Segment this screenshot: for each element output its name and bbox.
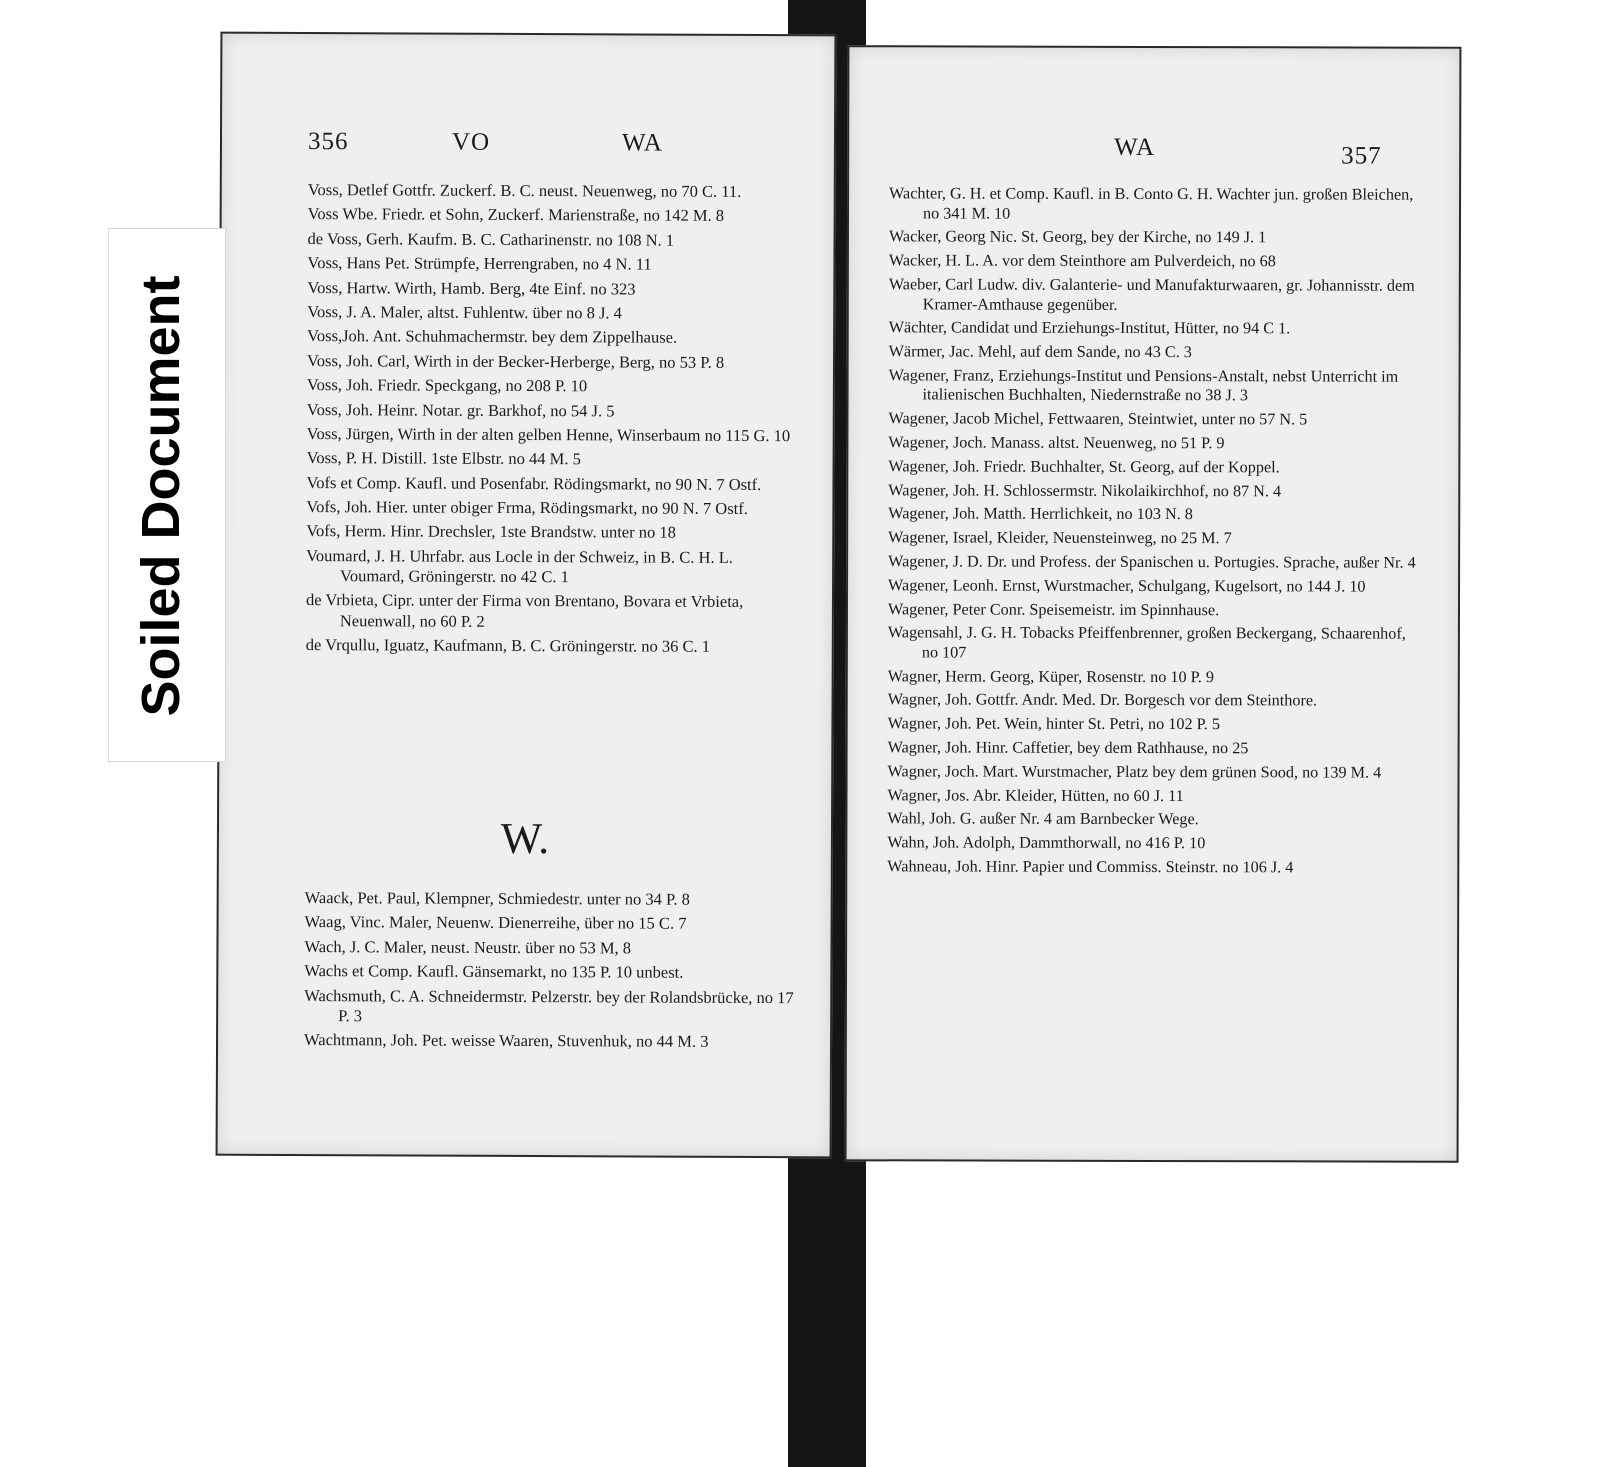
directory-entry: Wagener, J. D. Dr. und Profess. der Spanischen u. Portugies. Sprache, außer Nr. 4 xyxy=(888,552,1416,572)
entry-list-wa xyxy=(887,184,1417,882)
directory-entry: Voss, Joh. Friedr. Speckgang, no 208 P. 10 xyxy=(306,375,588,396)
directory-entry: Vofs, Joh. Hier. unter obiger Frma, Rödingsmarkt, no 90 N. 7 Ostf. xyxy=(306,497,748,519)
directory-entry: Wach, J. C. Maler, neust. Neustr. über no 53 M, 8 xyxy=(304,936,632,958)
directory-entry: Wagener, Jacob Michel, Fettwaaren, Steintwiet, unter no 57 N. 5 xyxy=(888,409,1308,429)
directory-entry: Wagner, Joh. Pet. Wein, hinter St. Petri, no 102 P. 5 xyxy=(887,714,1221,734)
directory-entry: Wahneau, Joh. Hinr. Papier und Commiss. Steinstr. no 106 J. 4 xyxy=(887,857,1294,877)
directory-entry: Wagener, Peter Conr. Speisemeistr. im Spinnhause. xyxy=(887,599,1220,619)
directory-entry: Wachter, G. H. et Comp. Kaufl. in B. Conto G. H. Wachter jun. großen Bleichen, no 341 M. 10 xyxy=(889,184,1414,223)
directory-entry: Voss Wbe. Friedr. et Sohn, Zuckerf. Marienstraße, no 142 M. 8 xyxy=(307,204,725,226)
label-text: Soiled Document xyxy=(131,275,191,717)
directory-entry: de Vrqullu, Iguatz, Kaufmann, B. C. Gröningerstr. no 36 C. 1 xyxy=(305,635,711,656)
directory-entry: Wagensahl, J. G. H. Tobacks Pfeiffenbrenner, großen Beckergang, Schaarenhof, no 107 xyxy=(887,623,1406,662)
directory-entry: Wagener, Joch. Manass. altst. Neuenweg, no 51 P. 9 xyxy=(888,433,1225,453)
soiled-document-label xyxy=(108,228,226,762)
directory-entry: Vofs et Comp. Kaufl. und Posenfabr. Rödingsmarkt, no 90 N. 7 Ostf. xyxy=(306,472,762,494)
running-head: WA xyxy=(621,129,663,157)
directory-entry: Waag, Vinc. Maler, Neuenw. Dienerreihe, über no 15 C. 7 xyxy=(304,912,687,934)
directory-entry: Voss, J. A. Maler, altst. Fuhlentw. über no 8 J. 4 xyxy=(307,301,622,323)
directory-entry: Voss, Hartw. Wirth, Hamb. Berg, 4te Einf. no 323 xyxy=(307,277,636,299)
directory-entry: Wahn, Joh. Adolph, Dammthorwall, no 416 P. 10 xyxy=(887,833,1206,853)
directory-entry: Wachtmann, Joh. Pet. weisse Waaren, Stuvenhuk, no 44 M. 3 xyxy=(304,1030,709,1051)
directory-entry: Wagner, Jos. Abr. Kleider, Hütten, no 60 J. 11 xyxy=(887,785,1184,805)
directory-entry: Voss, Joh. Carl, Wirth in der Becker-Herberge, Berg, no 53 P. 8 xyxy=(306,350,725,372)
directory-entry: de Vrbieta, Cipr. unter der Firma von Brentano, Bovara et Vrbieta, Neuenwall, no 60 P. 2 xyxy=(305,590,744,631)
entry-list-w xyxy=(304,888,797,1057)
directory-entry: Wagener, Joh. H. Schlossermstr. Nikolaikirchhof, no 87 N. 4 xyxy=(888,480,1282,500)
page-number: 357 xyxy=(1341,142,1382,170)
directory-entry: Voss, Hans Pet. Strümpfe, Herrengraben, no 4 N. 11 xyxy=(307,253,652,274)
section-heading: W. xyxy=(500,813,550,864)
directory-entry: Wagener, Israel, Kleider, Neuensteinweg, no 25 M. 7 xyxy=(888,528,1232,548)
running-head: WA xyxy=(1114,133,1156,162)
right-page xyxy=(845,45,1462,1163)
directory-entry: Wagner, Joh. Gottfr. Andr. Med. Dr. Borgesch vor dem Steinthore. xyxy=(887,690,1318,710)
directory-entry: Voss,Joh. Ant. Schuhmachermstr. bey dem Zippelhause. xyxy=(307,326,678,348)
directory-entry: Wahl, Joh. G. außer Nr. 4 am Barnbecker Wege. xyxy=(887,809,1199,829)
directory-entry: Wagener, Joh. Matth. Herrlichkeit, no 103 N. 8 xyxy=(888,504,1193,524)
running-head: VO xyxy=(451,128,491,156)
directory-entry: Voss, Jürgen, Wirth in der alten gelben Henne, Winserbaum no 115 G. 10 xyxy=(306,423,791,446)
directory-entry: Wacker, Georg Nic. St. Georg, bey der Kirche, no 149 J. 1 xyxy=(888,227,1267,247)
directory-entry: Wachsmuth, C. A. Schneidermstr. Pelzerstr. bey der Rolandsbrücke, no 17 P. 3 xyxy=(304,985,794,1026)
directory-entry: Voss, Detlef Gottfr. Zuckerf. B. C. neust. Neuenweg, no 70 C. 11. xyxy=(307,180,742,201)
directory-entry: Vofs, Herm. Hinr. Drechsler, 1ste Brandstw. unter no 18 xyxy=(306,521,676,543)
left-page xyxy=(216,32,837,1159)
page-number: 356 xyxy=(307,128,349,156)
directory-entry: Voumard, J. H. Uhrfabr. aus Locle in der Schweiz, in B. C. H. L. Voumard, Gröningerstr. no 42 C. 1 xyxy=(306,545,734,587)
directory-entry: Wacker, H. L. A. vor dem Steinthore am Pulverdeich, no 68 xyxy=(888,251,1276,271)
directory-entry: Wächter, Candidat und Erziehungs-Institut, Hütter, no 94 C 1. xyxy=(888,318,1291,338)
directory-entry: Waack, Pet. Paul, Klempner, Schmiedestr. unter no 34 P. 8 xyxy=(304,888,690,909)
directory-entry: Wagener, Franz, Erziehungs-Institut und Pensions-Anstalt, nebst Unterricht im italienischen Buchhalten, Niedernstraße no 38 J. 3 xyxy=(888,366,1399,405)
directory-entry: Wagner, Joh. Hinr. Caffetier, bey dem Rathhause, no 25 xyxy=(887,738,1249,758)
directory-entry: Wagner, Joch. Mart. Wurstmacher, Platz bey dem grünen Sood, no 139 M. 4 xyxy=(887,762,1382,782)
directory-entry: Wagner, Herm. Georg, Küper, Rosenstr. no 10 P. 9 xyxy=(887,666,1215,686)
directory-entry: Wagener, Joh. Friedr. Buchhalter, St. Georg, auf der Koppel. xyxy=(888,457,1280,477)
directory-entry: Waeber, Carl Ludw. div. Galanterie- und Manufakturwaaren, gr. Johannisstr. dem Kramer-Amthause gegenüber. xyxy=(888,275,1415,314)
directory-entry: Wagener, Leonh. Ernst, Wurstmacher, Schulgang, Kugelsort, no 144 J. 10 xyxy=(888,576,1366,596)
entry-list-vo xyxy=(306,180,800,662)
directory-entry: Wachs et Comp. Kaufl. Gänsemarkt, no 135 P. 10 unbest. xyxy=(304,961,684,982)
directory-entry: Wärmer, Jac. Mehl, auf dem Sande, no 43 C. 3 xyxy=(888,342,1192,362)
directory-entry: de Voss, Gerh. Kaufm. B. C. Catharinenstr. no 108 N. 1 xyxy=(307,228,675,250)
directory-entry: Voss, P. H. Distill. 1ste Elbstr. no 44 M. 5 xyxy=(306,448,581,469)
directory-entry: Voss, Joh. Heinr. Notar. gr. Barkhof, no 54 J. 5 xyxy=(306,399,615,420)
